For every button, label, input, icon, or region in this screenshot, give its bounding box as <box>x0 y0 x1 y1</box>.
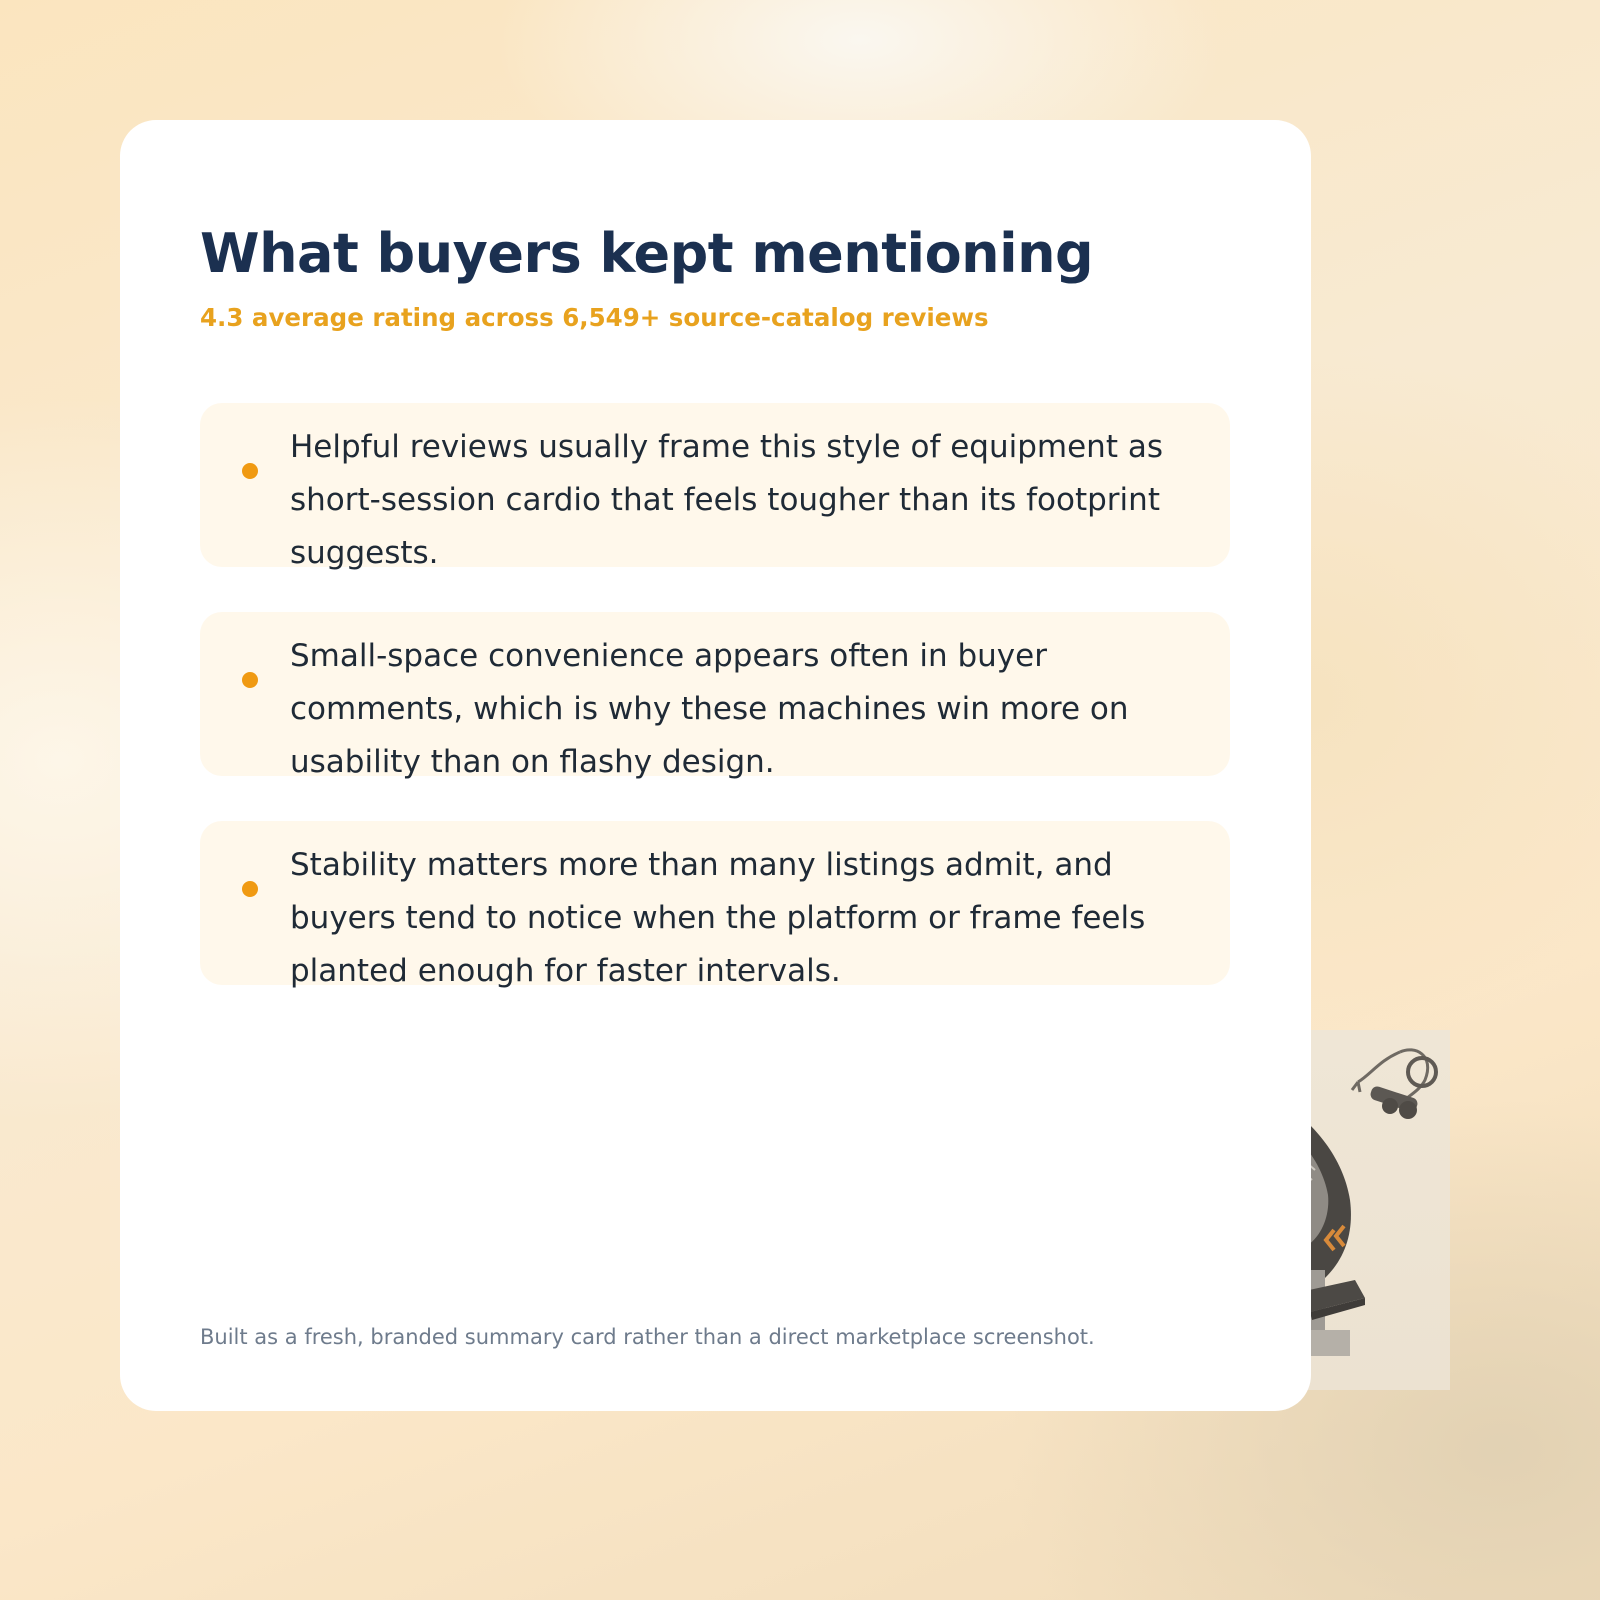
highlight-item <box>200 821 1230 989</box>
card-title: What buyers kept mentioning <box>200 222 1094 285</box>
highlight-list <box>200 403 1230 1030</box>
highlight-text: Stability matters more than many listings admit, and buyers tend to notice when the platform or frame feels planted enough for faster intervals. <box>290 847 1146 989</box>
bullet-dot-icon <box>242 881 258 897</box>
rating-subtitle: 4.3 average rating across 6,549+ source-catalog reviews <box>200 303 989 332</box>
highlight-item <box>200 612 1230 780</box>
highlight-item <box>200 403 1230 571</box>
highlight-text: Small-space convenience appears often in buyer comments, which is why these machines win more on usability than on flashy design. <box>290 638 1129 780</box>
bullet-dot-icon <box>242 672 258 688</box>
summary-card <box>120 120 1311 1411</box>
bullet-dot-icon <box>242 463 258 479</box>
footnote: Built as a fresh, branded summary card rather than a direct marketplace screenshot. <box>200 1325 1095 1349</box>
highlight-text: Helpful reviews usually frame this style of equipment as short-session cardio that feels tougher than its footprint suggests. <box>290 429 1163 571</box>
